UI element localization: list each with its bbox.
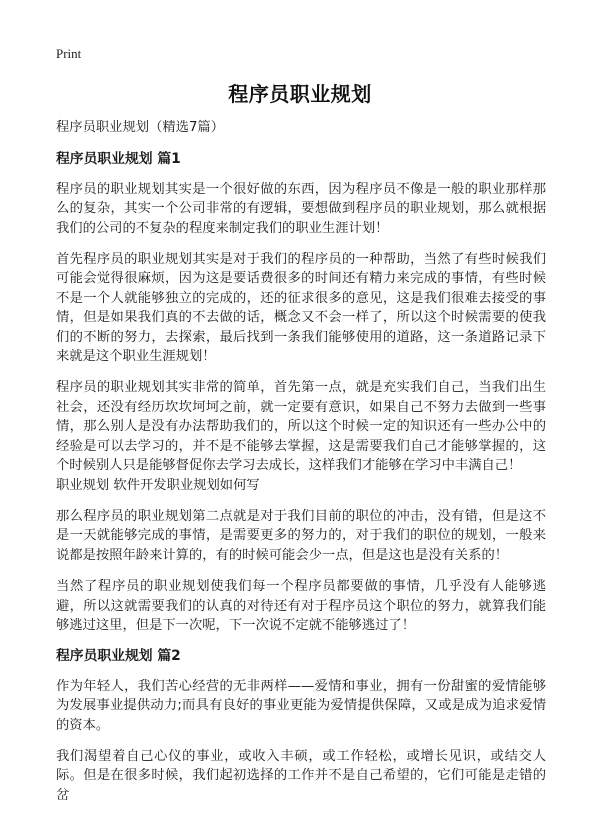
paragraph: 首先程序员的职业规划其实是对于我们的程序员的一种帮助，当然了有些时候我们可能会觉得很麻烦，因为这是要话费很多的时间还有精力来完成的事情，有些时候不是一个人就能够独立的完成的，还的征求很多的意见，这是我们很难去接受的事情，但是如果我们真的不去做的话，概念又不会一样了，所以这个时候需要的使我们的不断的努力，去探索，最后找到一条我们能够使用的道路，这一条道路记录下来就是这个职业生涯规划！	[56, 252, 546, 365]
section-heading: 程序员职业规划 篇2	[56, 648, 181, 665]
tag-link[interactable]: 软件开发职业规划如何写	[113, 477, 260, 493]
document-subtitle: 程序员职业规划（精选7篇）	[56, 120, 225, 135]
paragraph: 程序员的职业规划其实非常的简单，首先第一点，就是充实我们自己，当我们出生社会，还没有经历坎坎坷坷之前，就一定要有意识，如果自己不努力去做到一些事情，那么别人是没有办法帮助我们的，所以这个时候一定的知识还有一些办公中的经验是可以去学习的，并不是不能够去掌握，这是需要我们自己才能够掌握的，这个时候别人只是能够督促你去学习去成长，这样我们才能够在学习中丰满自己！	[56, 380, 546, 474]
paragraph: 那么程序员的职业规划第二点就是对于我们目前的职位的冲击，没有错，但是这不是一天就能够完成的事情，是需要更多的努力的，对于我们的职位的规划，一般来说都是按照年龄来计算的，有的时候可能会少一点，但是这也是没有关系的！	[56, 508, 546, 563]
print-label[interactable]: Print	[56, 46, 82, 61]
tag-line	[56, 476, 546, 495]
tag-link[interactable]: 职业规划	[56, 477, 110, 493]
document-body	[56, 118, 546, 817]
paragraph: 我们渴望着自己心仪的事业，或收入丰硕，或工作轻松，或增长见识，或结交人际。但是在很多时候，我们起初选择的工作并不是自己希望的，它们可能是走错的岔	[56, 748, 546, 803]
page-title: 程序员职业规划	[228, 82, 372, 106]
section-heading: 程序员职业规划 篇1	[56, 151, 181, 168]
paragraph: 程序员的职业规划其实是一个很好做的东西，因为程序员不像是一般的职业那样那么的复杂，其实一个公司非常的有逻辑，要想做到程序员的职业规划，那么就根据我们的公司的不复杂的程度来制定我们的职业生涯计划！	[56, 181, 546, 236]
paragraph: 当然了程序员的职业规划使我们每一个程序员都要做的事情，几乎没有人能够逃避，所以这就需要我们的认真的对待还有对于程序员这个职位的努力，就算我们能够逃过这里，但是下一次呢，下一次说不定就不能够逃过了！	[56, 579, 546, 633]
paragraph: 作为年轻人，我们苦心经营的无非两样——爱情和事业，拥有一份甜蜜的爱情能够为发展事业提供动力;而具有良好的事业更能为爱情提供保障，又或是成为追求爱情的资本。	[56, 678, 546, 733]
